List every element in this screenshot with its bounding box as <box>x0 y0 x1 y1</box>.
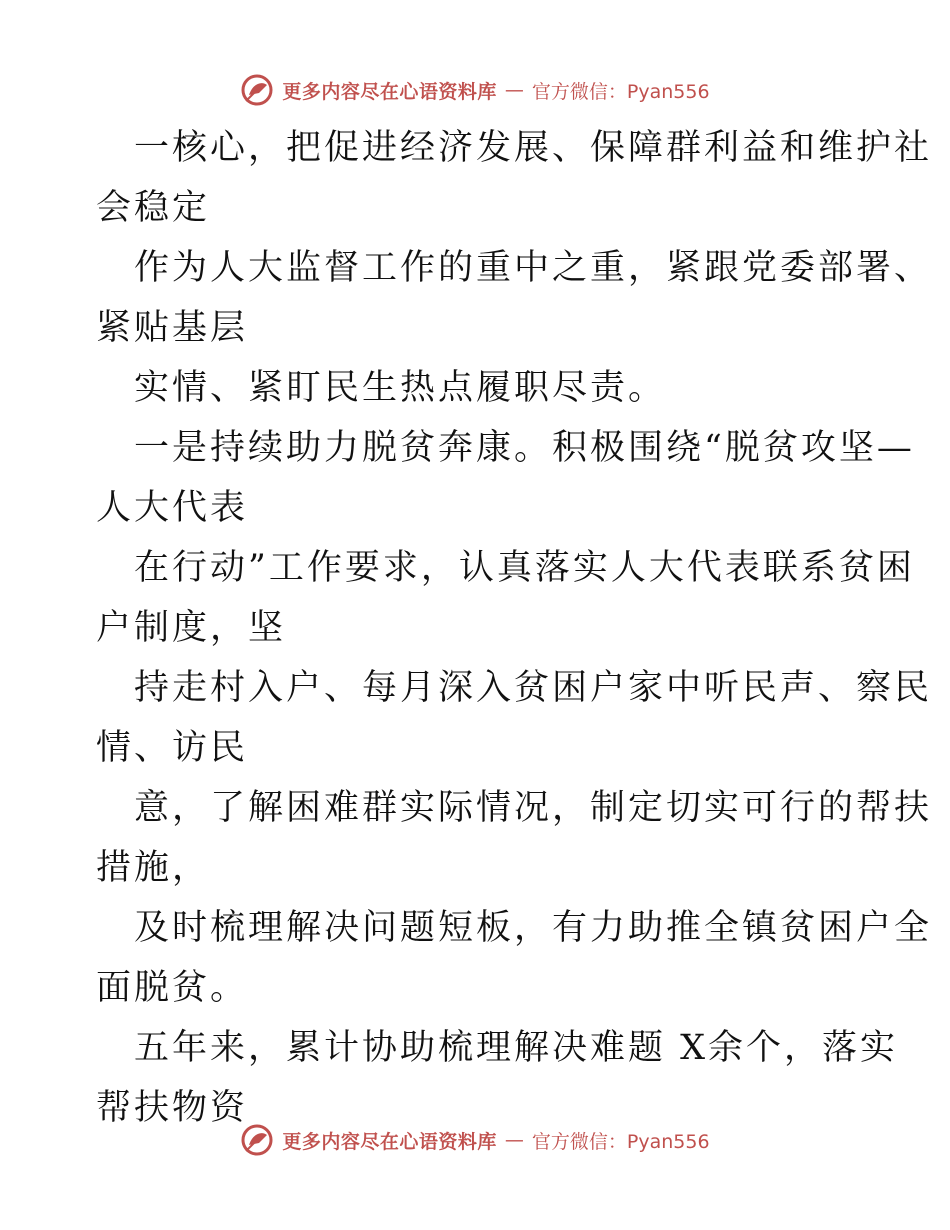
text-line: 情、访民 <box>96 728 249 768</box>
footer-watermark <box>0 1120 950 1160</box>
text-line: 作为人大监督工作的重中之重，紧跟党委部署、 <box>134 248 933 288</box>
text-line: 紧贴基层 <box>96 308 249 348</box>
text-line: 帮扶物资 <box>96 1088 249 1128</box>
document-body <box>96 118 933 1138</box>
text-line: 实情、紧盯民生热点履职尽责。 <box>134 368 667 408</box>
text-line: 一是持续助力脱贫奔康。积极围绕“脱贫攻坚— <box>134 428 915 468</box>
watermark-text: 更多内容尽在心语资料库 <box>282 80 497 103</box>
watermark-contact: 官方微信：Pyan556 <box>531 80 710 103</box>
text-line: 一核心，把促进经济发展、保障群利益和维护社 <box>134 128 933 168</box>
logo-icon <box>240 1123 274 1157</box>
text-line: 人大代表 <box>96 488 249 528</box>
text-line: 意，了解困难群实际情况，制定切实可行的帮扶 <box>134 788 933 828</box>
watermark-separator: — <box>504 1129 524 1151</box>
text-line: 五年来，累计协助梳理解决难题 X余个，落实 <box>134 1028 899 1068</box>
text-line: 面脱贫。 <box>96 968 249 1008</box>
text-line: 在行动”工作要求，认真落实人大代表联系贫困 <box>134 548 915 588</box>
text-line: 会稳定 <box>96 188 211 228</box>
header-watermark <box>0 70 950 110</box>
watermark-contact: 官方微信：Pyan556 <box>531 1130 710 1153</box>
watermark-text: 更多内容尽在心语资料库 <box>282 1130 497 1153</box>
text-line: 户制度，坚 <box>96 608 287 648</box>
watermark-separator: — <box>504 79 524 101</box>
logo-icon <box>240 73 274 107</box>
text-line: 及时梳理解决问题短板，有力助推全镇贫困户全 <box>134 908 933 948</box>
text-line: 措施， <box>96 848 211 888</box>
text-line: 持走村入户、每月深入贫困户家中听民声、察民 <box>134 668 933 708</box>
